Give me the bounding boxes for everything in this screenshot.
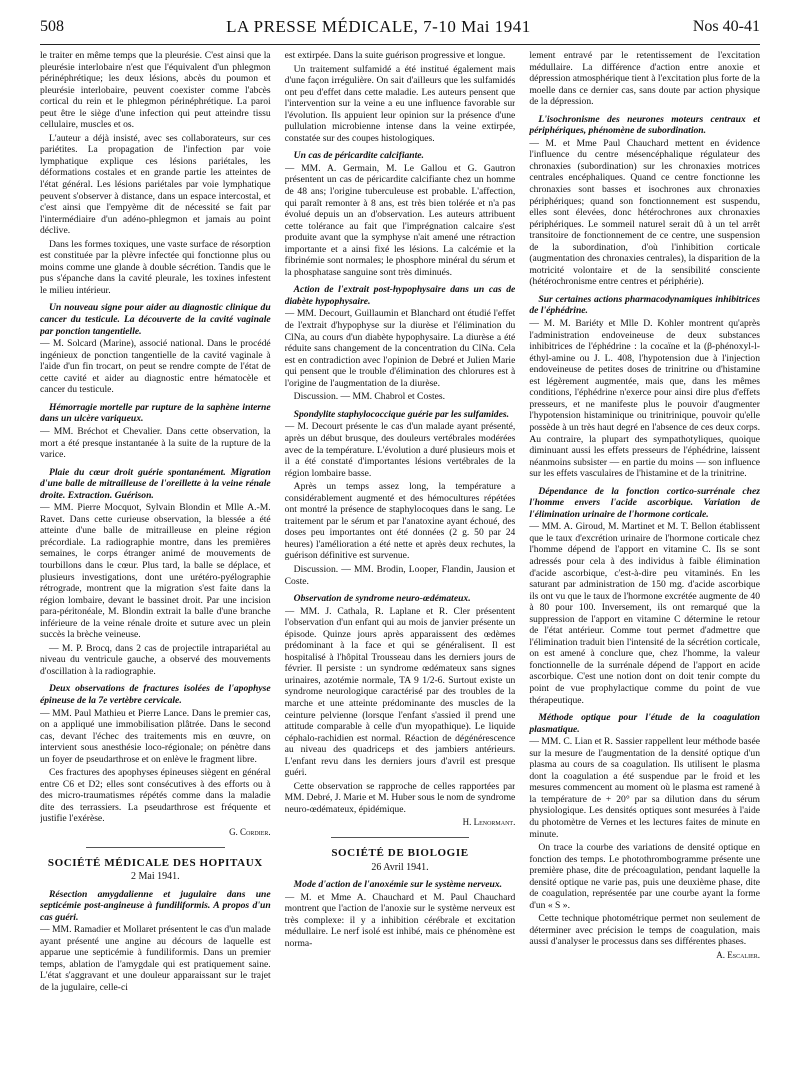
paragraph: Ces fractures des apophyses épineuses siègent en général entre C6 et D2; elles sont consécutives à des efforts ou à des micro-traumatismes répétés comme dans la maladie dite des terrassiers. La pseudarthrose est fréquente et justifie l'exérèse. (40, 767, 271, 825)
article-title: Méthode optique pour l'étude de la coagulation plasmatique. (529, 712, 760, 735)
article-title: Un cas de péricardite calcifiante. (293, 150, 424, 162)
paragraph: On trace la courbe des variations de densité optique en fonction des temps. Le photothrombogramme présente une première phase, dite de précoagulation, pendant laquelle la densité optique ne varie pas, puis une deuxième phase, dite de coagulation, représentée par une courbe ayant la forme d'un « S ». (529, 842, 760, 911)
page-number: 508 (40, 18, 64, 35)
section-heading: SOCIÉTÉ MÉDICALE DES HOPITAUX (47, 856, 263, 869)
paragraph: — MM. Decourt, Guillaumin et Blanchard ont étudié l'effet de l'extrait d'hypophyse sur la diurèse et l'élimination du ClNa, au cours d'un diabète hypophysaire. La diurèse a été réduite sans changement de la concentration du ClNa. Cela est en contradiction avec l'opinion de Debré et Julien Marie qui pensent que le trouble d'élimination des chlorures est à l'origine de l'augmentation de la diurèse. (284, 308, 516, 389)
section-heading: SOCIÉTÉ DE BIOLOGIE (331, 847, 469, 859)
article-title: Mode d'action de l'anoxémie sur le système nerveux. (293, 879, 503, 891)
paragraph: Cette technique photométrique permet non seulement de déterminer avec précision le temps de coagulation, mais aussi d'analyser le processus dans ses différentes phases. (529, 913, 760, 948)
paragraph: — MM. Bréchot et Chevalier. Dans cette observation, la mort a été presque instantanée à la suite de la rupture de la varice. (40, 425, 271, 461)
paragraph: — M. et Mme Paul Chauchard mettent en évidence l'influence du centre mésencéphalique régulateur des chronaxies (subordination) sur les chronaxies motrices centrales encéphaliques. Quand ce centre fonctionne les chronaxies sont basses et isochrones aux chronaxies périphériques; quand son fonctionnement est suspendu, elles sont élevées, donc hétérochrones aux chronaxies périphériques. Le sommeil naturel serait dû à un tel arrêt transitoire de fonctionnement de ce centre, une suspension de la subordination, d'où l'inhibition corticale (augmentation des chronaxies centrales), la disparition de la motricité volontaire et de la sensibilité consciente (hétérochronisme entre centres et périphérie). (529, 137, 760, 288)
column-1 (40, 50, 271, 1072)
divider (86, 847, 224, 848)
paragraph: — M. M. Bariéty et Mlle D. Kohler montrent qu'après l'administration endoveineuse de deux substances inhibitrices de l'éphédrine : la cocaïne et la (β-phénoxyl-l-éthyl-amine ou J. L. 408, l'hypotension due à l'injection endoveineuse de petites doses de trinitrine ou d'histamine est légèrement augmentée, mais que, dans les mêmes conditions, l'éphédrine n'exerce pour ainsi dire plus d'effets presseurs, et ne manifeste plus le pouvoir d'augmenter l'hypotension histaminique ou trinitrinique, pouvoir qu'elle possède à un très haut degré en l'absence de ces deux corps. Au contraire, la plupart des sympathotyliques, quoique diminuant aussi les effets presseurs de l'éphédrine, laissent néanmoins subsister — en partie du moins — son influence sur les effets vasculaires de l'histamine et de la trinitrine. (529, 318, 760, 480)
article-title: Dépendance de la fonction cortico-surrénale chez l'homme envers l'acide ascorbique. Variation de l'élimination urinaire de l'hormone corticale. (529, 485, 760, 520)
article-title: Observation de syndrome neuro-œdémateux. (293, 593, 471, 605)
article-title: Résection amygdalienne et jugulaire dans une septicémie post-angineuse à fundiliformis. A propos d'un cas guéri. (40, 888, 271, 923)
paragraph: Discussion. — MM. Chabrol et Costes. (293, 391, 446, 403)
article-title: Deux observations de fractures isolées de l'apophyse épineuse de la 7e vertèbre cervicale. (40, 683, 271, 706)
article-title: Plaie du cœur droit guérie spontanément. Migration d'une balle de mitrailleuse de l'oreillette à la veine rénale droite. Extraction. Guérison. (40, 466, 271, 501)
paragraph: Un traitement sulfamidé a été institué également mais d'une façon irrégulière. On sait d'ailleurs que les sulfamidés ont peu d'effet dans cette maladie. Les auteurs pensent que l'intervention sur la veine a eu une influence favorable sur l'évolution. Ils appuient leur opinion sur la présence d'une pullulation microbienne intense dans la veine extirpée, constatée sur des coupes histologiques. (284, 63, 516, 144)
column-3 (529, 50, 760, 1072)
paragraph: — M. P. Brocq, dans 2 cas de projectile intrapariétal au niveau du ventricule gauche, a observé des mouvements d'oscillation à la radiographie. (40, 642, 271, 677)
paragraph: — MM. Paul Mathieu et Pierre Lance. Dans le premier cas, on a appliqué une immobilisation plâtrée. Dans le second cas, devant l'échec des traitements mis en œuvre, on intervient sous anesthésie loco-régionale; on pénètre dans un foyer de pseudarthrose et on enlève le fragment libre. (40, 707, 271, 765)
paragraph: — M. Solcard (Marine), associé national. Dans le procédé ingénieux de ponction tangentielle de la cavité vaginale à l'aide d'un fin trocart, on peut se rendre compte de l'état de cette cavité et aider au diagnostic entre hématocèle et cancer du testicule. (40, 338, 271, 396)
paragraph: le traiter en même temps que la pleurésie. C'est ainsi que la pleurésie interlobaire n'est que l'équivalent d'un phlegmon périnéphrétique; les deux lésions, abcès du poumon et pleurésie interlobaire, peuvent coexister comme l'abcès cortical du rein et le phlegmon périnéphrétique. La paroi peut être le siège d'une infection qui peut atteindre tissu cellulaire, muscles et os. (40, 50, 271, 131)
issue-number: Nos 40-41 (692, 18, 760, 35)
paragraph: — MM. J. Cathala, R. Laplane et R. Cler présentent l'observation d'un enfant qui au mois de janvier présente un épisode. Quinze jours après apparaissent des œdèmes prédominant à la face et qui se généralisent. Il est hospitalisé à l'hôpital Trousseau dans les derniers jours de février. Il persiste : un syndrome œdémateux sans signes urinaires, azotémie normale, TA 9 1/2-6. Surtout existe un syndrome neurologique caractérisé par des troubles de la marche et une atteinte prédominante des muscles de la ceinture pelvienne (lorsque l'enfant s'assied il prend une attitude comparable à celle d'un myopathique). Le liquide céphalo-rachidien est normal. Réaction de dégénérescence au niveau des quadriceps et des jambiers antérieurs. L'enfant revu dans les derniers jours d'avril est presque guéri. (284, 605, 516, 779)
page-header (40, 14, 760, 40)
article-title: Un nouveau signe pour aider au diagnostic clinique du cancer du testicule. La découverte de la cavité vaginale par ponction tangentielle. (40, 302, 271, 337)
paragraph: — MM. C. Lian et R. Sassier rappellent leur méthode basée sur la mesure de l'augmentation de la densité optique d'un plasma au cours de sa coagulation. Ils utilisent le plasma dont la coagulation a été suspendue par le froid et les mesures commencent au moment où le plasma est ramené à la température de + 20° par sa dilution dans du sérum physiologique. Les densités optiques sont mesurées à l'aide du photomètre de Vernes et les lectures faites de minute en minute. (529, 736, 760, 840)
paragraph: Après un temps assez long, la température a considérablement augmenté et des hémocultures répétées ont montré la présence de staphylocoques dans le sang. Le traitement par le sérum et par l'anatoxine ayant échoué, des doses peu importantes ont été données (2 g. 50 par 24 heures) l'amélioration a été nette et après deux rechutes, la guérison définitive est survenue. (284, 481, 516, 562)
paragraph: Discussion. — MM. Brodin, Looper, Flandin, Jausion et Coste. (284, 563, 516, 587)
paragraph: lement entravé par le retentissement de l'excitation médullaire. La différence d'action entre anoxie et dépression atmosphérique tient à l'excitation plus forte de la moelle dans ce dernier cas, sans doute par action physique de la dépression. (529, 50, 760, 108)
journal-title: LA PRESSE MÉDICALE, 7-10 Mai 1941 (226, 17, 531, 36)
paragraph: Cette observation se rapproche de celles rapportées par MM. Debré, J. Marie et M. Huber sous le nom de syndrome neuro-œdémateux, épidémique. (284, 780, 516, 815)
paragraph: — M. Decourt présente le cas d'un malade ayant présenté, après un début brusque, des douleurs vertébrales modérées avec de la température. L'évolution a duré plusieurs mois et il a été constaté d'importantes lésions vertébrales de la région lombaire basse. (284, 421, 516, 479)
section-date: 26 Avril 1941. (371, 861, 429, 873)
author-signature: A. Escalier. (716, 950, 760, 961)
article-title: Hémorragie mortelle par rupture de la saphène interne dans un ulcère variqueux. (40, 401, 271, 425)
paragraph: — MM. Ramadier et Mollaret présentent le cas d'un malade ayant présenté une angine au décours de laquelle est apparue une septicémie à fundiliformis. Dans un premier temps, ablation de l'amygdale qui est pratiquement saine. L'état s'aggravant et une douleur apparaissant sur le trajet de la jugulaire, celle-ci (40, 924, 271, 994)
article-title: Sur certaines actions pharmacodynamiques inhibitrices de l'éphédrine. (529, 293, 760, 317)
paragraph: — MM. A. Giroud, M. Martinet et M. T. Bellon établissent que le taux d'excrétion urinaire de l'hormone corticale chez l'homme dépend de l'apport en vitamine C. Ils se sont adressés pour cela à des individus à faible élimination d'acide ascorbique, c'est-à-dire peu vitaminés. En les saturant par administration de 150 mg. d'acide ascorbique ils ont vu que le taux de l'hormone excrétée augmente de 40 à 80 pour 100. Inversement, ils ont remarqué que la suppression de l'apport en vitamine C détermine le retour de l'état antérieur. Comme tout permet d'admettre que l'élimination traduit bien l'intensité de la sécrétion corticale, on est amené à conclure que, chez l'homme, la valeur fonctionnelle de la surrénale dépend de l'apport en acide ascorbique. C'est une notion dont on doit tenir compte du point de vue prophylactique comme du point de vue thérapeutique. (529, 521, 760, 706)
paragraph: — M. et Mme A. Chauchard et M. Paul Chauchard montrent que l'action de l'anoxie sur le système nerveux est très complexe: il y a inhibition cérébrale et excitation médullaire. Le nerf isolé est inhibé, mais ce phénomène est norma- (284, 891, 516, 949)
article-title: L'isochronisme des neurones moteurs centraux et périphériques, phénomène de subordination. (529, 113, 760, 137)
author-signature: G. Cordier. (229, 827, 271, 837)
section-date: 2 Mai 1941. (131, 871, 180, 883)
author-signature: H. Lenormant. (462, 817, 516, 828)
article-title: Action de l'extrait post-hypophysaire dans un cas de diabète hypophysaire. (284, 284, 516, 307)
paragraph: est extirpée. Dans la suite guérison progressive et longue. (284, 50, 506, 61)
paragraph: — MM. A. Germain, M. Le Gallou et G. Gautron présentent un cas de péricardite calcifiante chez un homme de 48 ans; l'origine tuberculeuse est probable. L'affection, qui paraît remonter à 8 ans, est très bien tolérée et n'a pas évolué depuis un an d'observation. Les auteurs attribuent cette tolérance au fait que l'imprégnation calcaire s'est produite avant que la symphyse n'ait amené une rétraction importante et a ainsi fixé les lésions. La calcémie et la fibrinémie sont normales; le phosphore minéral du sérum et la phosphatase sanguine sont très diminués. (284, 162, 516, 278)
paragraph: L'auteur a déjà insisté, avec ses collaborateurs, sur ces pariétites. La propagation de l'infection par voie lymphatique explique ces lésions pariétales, les déformations costales et en grande partie les atteintes de l'état général. Les lésions pariétales par voie lymphatique peuvent s'observer à distance, dans un espace intercostal, et c'est ainsi que l'empyème dit de nécessité se fait par l'intermédiaire d'un adéno-phlegmon et jamais au point déclive. (40, 132, 271, 237)
paragraph: Dans les formes toxiques, une vaste surface de résorption est constituée par la plèvre infectée qui fonctionne plus ou moins comme une glande à double sécrétion. Tandis que le pus s'épanche dans la cavité pleurale, les toxines infestent le milieu intérieur. (40, 238, 271, 296)
divider (331, 837, 469, 838)
article-title: Spondylite staphylococcique guérie par les sulfamides. (293, 408, 509, 420)
article-columns (40, 50, 760, 1072)
paragraph: — MM. Pierre Mocquot, Sylvain Blondin et Mlle A.-M. Ravet. Dans cette curieuse observation, la blessée a été atteinte d'une balle de mitrailleuse en pleine région précordiale. La radiographie montre, dans les premières semaines, le corps étranger animé de mouvements de tourbillons dans le cœur. Plus tard, la balle se déplace, et plusieurs investigations, dont une urétéro-pyélographie rétrograde, montrent que la migration s'est faite dans la région lombaire, devant le bassinet droit. Par une incision para-péritonéale, M. Blondin extrait la balle d'une branche inférieure de la veine rénale droite et suture avec un plein succès la brèche veineuse. (40, 502, 271, 641)
header-rule (40, 44, 760, 45)
column-2 (285, 50, 516, 1072)
